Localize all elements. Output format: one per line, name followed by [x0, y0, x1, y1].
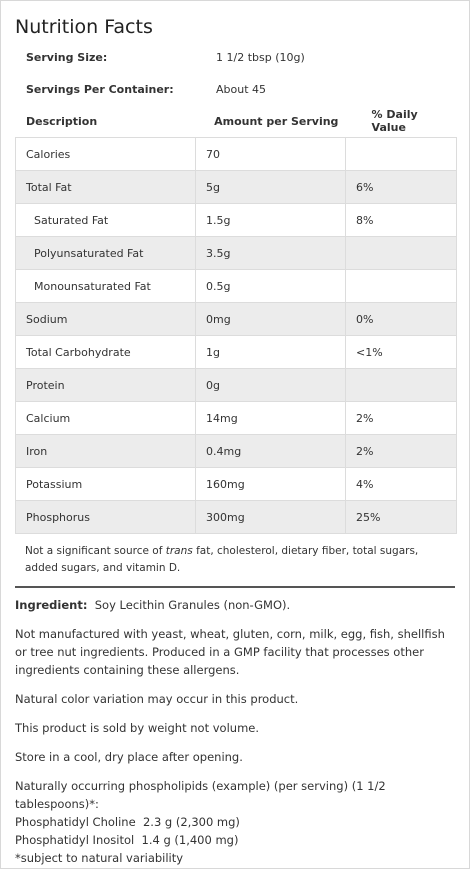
table-row — [16, 336, 457, 369]
storage-paragraph: Store in a cool, dry place after opening. — [15, 750, 243, 764]
product-info — [15, 596, 455, 867]
nutrient-dv — [346, 237, 457, 270]
table-row — [16, 402, 457, 435]
nutrient-dv: 2% — [346, 402, 457, 435]
table-row — [16, 468, 457, 501]
nutrient-amount: 14mg — [196, 402, 346, 435]
page-title: Nutrition Facts — [15, 16, 153, 38]
nutrient-name: Calories — [16, 138, 196, 171]
nutrient-dv: <1% — [346, 336, 457, 369]
phosphatidyl-inositol: Phosphatidyl Inositol 1.4 g (1,400 mg) — [15, 833, 239, 847]
nutrient-dv — [346, 369, 457, 402]
nutrition-table — [15, 137, 457, 534]
nutrient-name-text: Polyunsaturated Fat — [34, 246, 144, 260]
table-row — [16, 138, 457, 171]
variability-note: *subject to natural variability — [15, 851, 184, 865]
nutrient-dv: 25% — [346, 501, 457, 534]
nutrient-name: Total Fat — [16, 171, 196, 204]
header-daily-value: % Daily Value — [371, 108, 418, 134]
nutrient-amount: 3.5g — [196, 237, 346, 270]
footnote — [15, 534, 455, 588]
serving-size-row — [15, 41, 455, 73]
nutrient-dv — [346, 270, 457, 303]
header-amount: Amount per Serving — [214, 114, 339, 128]
ingredients-label: Ingredient: — [15, 598, 88, 612]
nutrient-amount: 160mg — [196, 468, 346, 501]
nutrient-amount: 0.5g — [196, 270, 346, 303]
nutrient-dv — [346, 138, 457, 171]
nutrient-amount: 1g — [196, 336, 346, 369]
table-row — [16, 270, 457, 303]
table-row — [16, 435, 457, 468]
header-description: Description — [26, 114, 98, 128]
phospholipids-heading: Naturally occurring phospholipids (example) (per serving) (1 1/2 tablespoons)*: — [15, 779, 386, 811]
nutrient-name: Potassium — [16, 468, 196, 501]
table-row — [16, 501, 457, 534]
nutrient-name-text: Monounsaturated Fat — [34, 279, 151, 293]
phosphatidyl-choline: Phosphatidyl Choline 2.3 g (2,300 mg) — [15, 815, 240, 829]
nutrient-name: Sodium — [16, 303, 196, 336]
table-row — [16, 237, 457, 270]
nutrient-name-text: Saturated Fat — [34, 213, 109, 227]
nutrient-name: Calcium — [16, 402, 196, 435]
servings-per-container-label: Servings Per Container: — [26, 82, 174, 96]
footnote-before: Not a significant source of — [25, 545, 166, 557]
nutrient-amount: 1.5g — [196, 204, 346, 237]
nutrient-name: Iron — [16, 435, 196, 468]
phospholipids-block — [15, 777, 455, 867]
allergen-paragraph: Not manufactured with yeast, wheat, gluten, corn, milk, egg, fish, shellfish or tree nut ingredients. Produced in a GMP facility that processes other ingredients containing these allergens. — [15, 627, 445, 677]
color-variation-paragraph: Natural color variation may occur in this product. — [15, 692, 299, 706]
nutrient-name: Total Carbohydrate — [16, 336, 196, 369]
nutrient-dv: 6% — [346, 171, 457, 204]
nutrient-dv: 8% — [346, 204, 457, 237]
nutrient-amount: 300mg — [196, 501, 346, 534]
nutrient-name — [16, 237, 196, 270]
table-row — [16, 303, 457, 336]
nutrition-panel — [1, 1, 469, 867]
weight-paragraph: This product is sold by weight not volume. — [15, 721, 259, 735]
nutrient-name: Protein — [16, 369, 196, 402]
serving-size-label: Serving Size: — [26, 50, 108, 64]
nutrient-name: Phosphorus — [16, 501, 196, 534]
servings-per-container-value: About 45 — [216, 82, 267, 96]
nutrient-name — [16, 204, 196, 237]
nutrient-amount: 5g — [196, 171, 346, 204]
nutrient-amount: 0mg — [196, 303, 346, 336]
servings-per-container-row — [15, 73, 455, 105]
footnote-after: fat, cholesterol, dietary fiber, total sugars, added sugars, and vitamin D. — [25, 545, 419, 574]
nutrient-dv: 4% — [346, 468, 457, 501]
serving-size-value: 1 1/2 tbsp (10g) — [216, 50, 305, 64]
ingredients-value: Soy Lecithin Granules (non-GMO). — [87, 598, 291, 612]
table-row — [16, 204, 457, 237]
table-row — [16, 369, 457, 402]
ingredients-line — [15, 596, 455, 614]
footnote-italic: trans — [165, 545, 193, 557]
nutrient-dv: 2% — [346, 435, 457, 468]
nutrient-amount: 0.4mg — [196, 435, 346, 468]
nutrient-name — [16, 270, 196, 303]
nutrient-dv: 0% — [346, 303, 457, 336]
table-row — [16, 171, 457, 204]
nutrient-amount: 0g — [196, 369, 346, 402]
table-header — [15, 105, 455, 137]
nutrient-amount: 70 — [196, 138, 346, 171]
